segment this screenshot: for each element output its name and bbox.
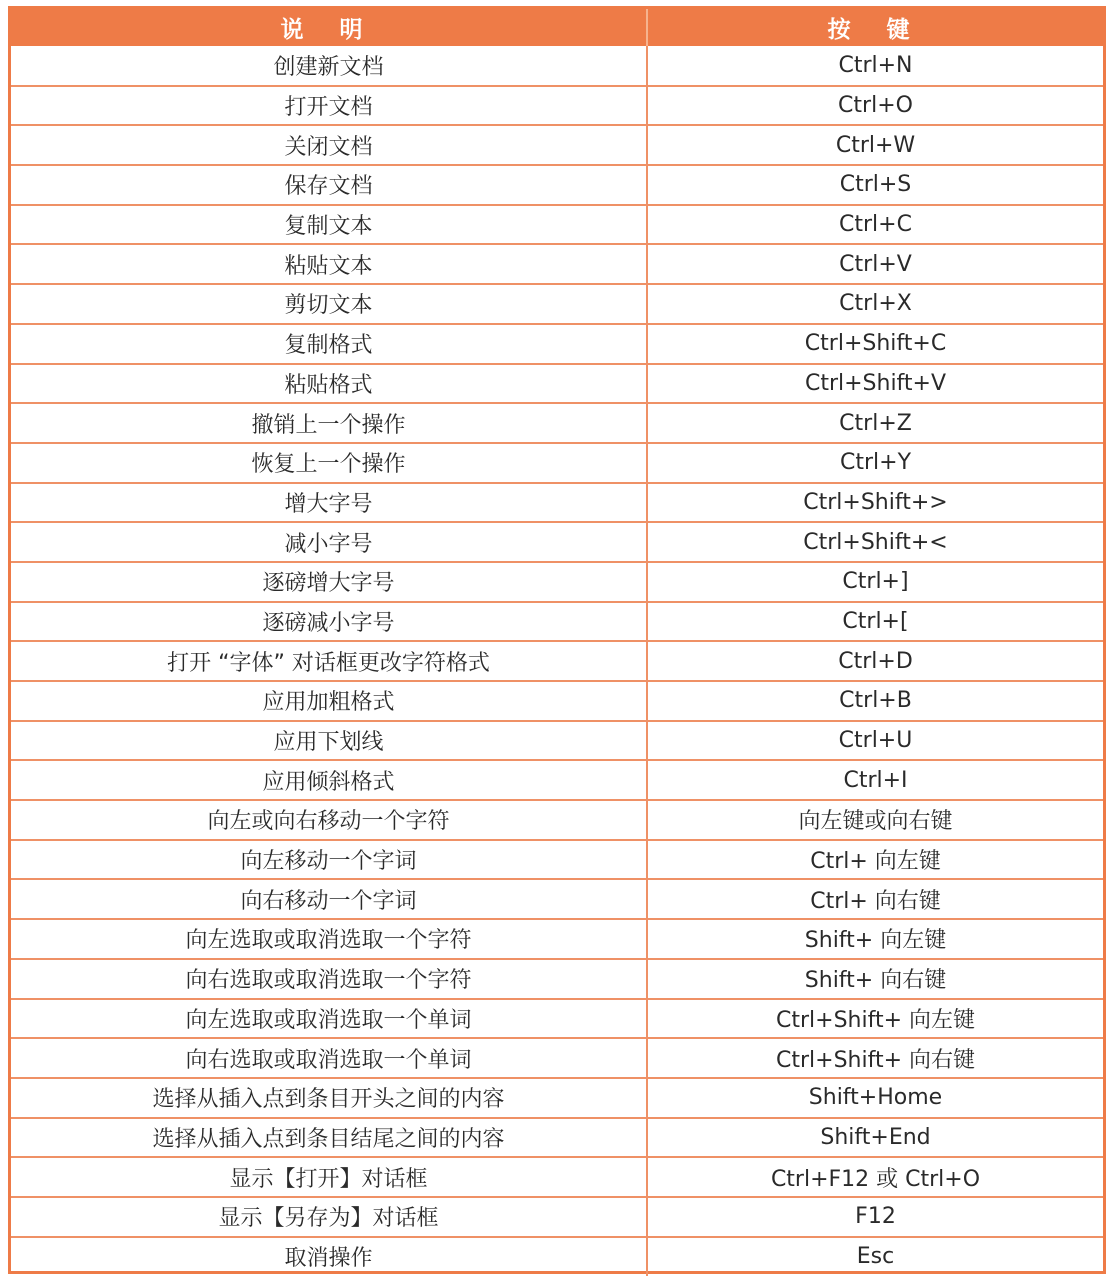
- table-body: [11, 46, 1103, 1276]
- shortcut-cell: Ctrl+Shift+<: [647, 522, 1103, 562]
- table-row: [11, 205, 1103, 245]
- shortcut-cell: Ctrl+Shift+ 向左键: [647, 999, 1103, 1039]
- description-cell: 粘贴格式: [11, 364, 647, 404]
- table-row: [11, 46, 1103, 86]
- table-row: [11, 919, 1103, 959]
- description-cell: 应用下划线: [11, 721, 647, 761]
- table-row: [11, 681, 1103, 721]
- shortcut-cell: Ctrl+X: [647, 284, 1103, 324]
- shortcut-cell: Ctrl+Y: [647, 443, 1103, 483]
- shortcut-cell: F12: [647, 1197, 1103, 1237]
- table-row: [11, 1118, 1103, 1158]
- description-cell: 向右选取或取消选取一个字符: [11, 959, 647, 999]
- description-cell: 打开 “字体” 对话框更改字符格式: [11, 641, 647, 681]
- description-cell: 向左选取或取消选取一个字符: [11, 919, 647, 959]
- table-row: [11, 959, 1103, 999]
- shortcut-cell: Ctrl+S: [647, 165, 1103, 205]
- table-row: [11, 1038, 1103, 1078]
- shortcut-cell: Ctrl+ 向右键: [647, 879, 1103, 919]
- description-cell: 关闭文档: [11, 125, 647, 165]
- shortcut-cell: Ctrl+Shift+ 向右键: [647, 1038, 1103, 1078]
- shortcut-table-frame: [8, 6, 1106, 1274]
- table-row: [11, 760, 1103, 800]
- description-cell: 向右选取或取消选取一个单词: [11, 1038, 647, 1078]
- shortcut-cell: Ctrl+Shift+>: [647, 483, 1103, 523]
- description-cell: 逐磅减小字号: [11, 602, 647, 642]
- table-row: [11, 125, 1103, 165]
- table-row: [11, 165, 1103, 205]
- shortcut-cell: Ctrl+]: [647, 562, 1103, 602]
- table-row: [11, 999, 1103, 1039]
- table-row: [11, 602, 1103, 642]
- description-cell: 应用加粗格式: [11, 681, 647, 721]
- shortcut-cell: Ctrl+F12 或 Ctrl+O: [647, 1157, 1103, 1197]
- table-row: [11, 403, 1103, 443]
- shortcut-cell: Ctrl+Shift+V: [647, 364, 1103, 404]
- description-cell: 粘贴文本: [11, 244, 647, 284]
- table-row: [11, 244, 1103, 284]
- description-cell: 剪切文本: [11, 284, 647, 324]
- shortcut-cell: Ctrl+V: [647, 244, 1103, 284]
- description-cell: 显示【另存为】对话框: [11, 1197, 647, 1237]
- table-row: [11, 284, 1103, 324]
- shortcut-cell: Ctrl+Shift+C: [647, 324, 1103, 364]
- description-cell: 选择从插入点到条目结尾之间的内容: [11, 1118, 647, 1158]
- shortcut-cell: Ctrl+U: [647, 721, 1103, 761]
- description-cell: 复制文本: [11, 205, 647, 245]
- shortcut-cell: Shift+End: [647, 1118, 1103, 1158]
- shortcut-cell: Shift+ 向左键: [647, 919, 1103, 959]
- shortcut-cell: Ctrl+ 向左键: [647, 840, 1103, 880]
- table-row: [11, 1237, 1103, 1277]
- description-cell: 创建新文档: [11, 46, 647, 86]
- description-cell: 增大字号: [11, 483, 647, 523]
- shortcut-cell: 向左键或向右键: [647, 800, 1103, 840]
- description-cell: 向右移动一个字词: [11, 879, 647, 919]
- table-row: [11, 86, 1103, 126]
- table-row: [11, 443, 1103, 483]
- table-header-row: [11, 9, 1103, 46]
- shortcut-cell: Esc: [647, 1237, 1103, 1277]
- shortcut-cell: Ctrl+B: [647, 681, 1103, 721]
- description-cell: 恢复上一个操作: [11, 443, 647, 483]
- description-cell: 向左移动一个字词: [11, 840, 647, 880]
- shortcut-cell: Ctrl+O: [647, 86, 1103, 126]
- description-cell: 减小字号: [11, 522, 647, 562]
- description-cell: 向左选取或取消选取一个单词: [11, 999, 647, 1039]
- description-cell: 撤销上一个操作: [11, 403, 647, 443]
- table-row: [11, 641, 1103, 681]
- table-header: [11, 9, 1103, 46]
- description-cell: 逐磅增大字号: [11, 562, 647, 602]
- table-row: [11, 879, 1103, 919]
- table-row: [11, 364, 1103, 404]
- description-cell: 打开文档: [11, 86, 647, 126]
- description-cell: 向左或向右移动一个字符: [11, 800, 647, 840]
- table-row: [11, 1157, 1103, 1197]
- shortcut-cell: Shift+Home: [647, 1078, 1103, 1118]
- table-row: [11, 840, 1103, 880]
- table-row: [11, 1197, 1103, 1237]
- description-cell: 应用倾斜格式: [11, 760, 647, 800]
- description-cell: 显示【打开】对话框: [11, 1157, 647, 1197]
- shortcut-cell: Ctrl+N: [838, 52, 913, 78]
- description-cell: 选择从插入点到条目开头之间的内容: [11, 1078, 647, 1118]
- shortcut-cell: Ctrl+C: [647, 205, 1103, 245]
- table-row: [11, 483, 1103, 523]
- description-cell: 复制格式: [11, 324, 647, 364]
- shortcut-cell: Ctrl+[: [647, 602, 1103, 642]
- table-row: [11, 721, 1103, 761]
- shortcut-table: [11, 9, 1103, 1276]
- column-header-keys: 按 键: [647, 9, 1103, 46]
- shortcut-cell: Ctrl+D: [647, 641, 1103, 681]
- table-row: [11, 324, 1103, 364]
- shortcut-cell: Ctrl+W: [647, 125, 1103, 165]
- table-row: [11, 800, 1103, 840]
- description-cell: 保存文档: [11, 165, 647, 205]
- table-row: [11, 562, 1103, 602]
- shortcut-cell: Ctrl+Z: [647, 403, 1103, 443]
- shortcut-cell: Ctrl+I: [647, 760, 1103, 800]
- table-row: [11, 522, 1103, 562]
- description-cell: 取消操作: [11, 1237, 647, 1277]
- table-row: [11, 1078, 1103, 1118]
- shortcut-cell: Shift+ 向右键: [647, 959, 1103, 999]
- column-header-description: 说 明: [11, 9, 647, 46]
